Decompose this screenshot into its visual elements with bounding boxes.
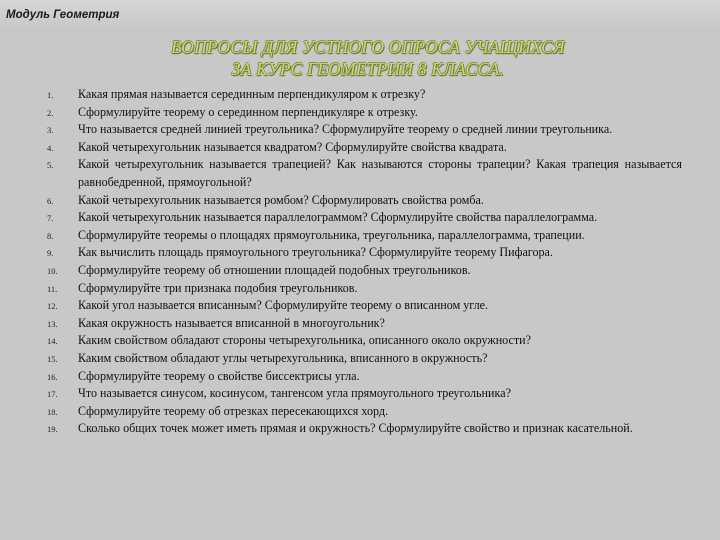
question-item	[0, 403, 720, 421]
question-item	[0, 192, 720, 210]
question-item	[0, 297, 720, 315]
question-text: Какой четырехугольник называется трапецией? Как называются стороны трапеции? Какая трапеция называется равнобедренной, прямоугольной?	[78, 157, 682, 189]
question-number: 16.	[47, 371, 58, 382]
question-text: Сформулируйте теорему о свойстве биссектрисы угла.	[78, 368, 360, 383]
question-text: Сформулируйте теоремы о площадях прямоугольника, треугольника, параллелограмма, трапеции.	[78, 227, 585, 242]
question-item	[0, 350, 720, 368]
question-text: Что называется средней линией треугольника? Сформулируйте теорему о средней линии треугольника.	[78, 122, 613, 137]
question-item	[0, 420, 720, 438]
question-text: Сформулируйте теорему об отношении площадей подобных треугольников.	[78, 262, 471, 277]
question-number: 17.	[47, 389, 58, 400]
title-line-2: ЗА КУРС ГЕОМЕТРИИ 8 КЛАССА.	[231, 59, 505, 79]
question-text: Сформулируйте три признака подобия треугольников.	[78, 280, 358, 295]
question-item	[0, 121, 720, 139]
question-item	[0, 209, 720, 227]
question-item	[0, 139, 720, 157]
question-number: 19.	[47, 424, 58, 435]
question-item	[0, 86, 720, 104]
question-text: Какой четырехугольник называется параллелограммом? Сформулируйте свойства параллелограмма.	[78, 210, 598, 225]
question-number: 14.	[47, 336, 58, 347]
question-item	[0, 368, 720, 386]
question-number: 8.	[47, 230, 54, 241]
question-text: Какой угол называется вписанным? Сформулируйте теорему о вписанном угле.	[78, 298, 489, 313]
question-text: Какой четырехугольник называется ромбом? Сформулировать свойства ромба.	[78, 192, 484, 207]
question-item	[0, 262, 720, 280]
question-number: 12.	[47, 301, 58, 312]
question-text: Каким свойством обладают углы четырехугольника, вписанного в окружность?	[78, 350, 488, 365]
questions-list	[0, 86, 720, 438]
question-item	[0, 315, 720, 333]
question-number: 10.	[47, 265, 58, 276]
question-number: 7.	[47, 213, 54, 224]
question-number: 15.	[47, 353, 58, 364]
question-number: 1.	[47, 90, 54, 100]
question-item	[0, 227, 720, 245]
question-text: Какая окружность называется вписанной в многоугольник?	[78, 315, 385, 330]
question-item	[0, 104, 720, 122]
module-label: Модуль Геометрия	[6, 9, 120, 21]
title-line-1: ВОПРОСЫ ДЛЯ УСТНОГО ОПРОСА УЧАЩИХСЯ	[171, 37, 565, 57]
question-text: Какая прямая называется серединным перпендикуляром к отрезку?	[78, 87, 426, 101]
question-item	[0, 385, 720, 403]
question-text: Как вычислить площадь прямоугольного треугольника? Сформулируйте теорему Пифагора.	[78, 245, 553, 260]
question-number: 6.	[47, 195, 54, 206]
question-number: 2.	[47, 107, 54, 118]
question-text: Каким свойством обладают стороны четырехугольника, описанного около окружности?	[78, 333, 532, 348]
question-item	[0, 280, 720, 298]
question-number: 5.	[47, 160, 54, 171]
question-text: Сформулируйте теорему об отрезках пересекающихся хорд.	[78, 403, 389, 418]
question-text: Что называется синусом, косинусом, тангенсом угла прямоугольного треугольника?	[78, 386, 511, 401]
question-number: 18.	[47, 406, 58, 417]
question-number: 13.	[47, 318, 58, 329]
question-item	[0, 156, 720, 191]
page-title	[0, 36, 720, 80]
question-number: 3.	[47, 125, 54, 136]
question-item	[0, 332, 720, 350]
question-item	[0, 244, 720, 262]
question-text: Сколько общих точек может иметь прямая и окружность? Сформулируйте свойство и признак касательной.	[78, 421, 633, 436]
question-number: 11.	[47, 283, 58, 294]
question-number: 9.	[47, 248, 54, 259]
question-number: 4.	[47, 142, 54, 153]
question-text: Какой четырехугольник называется квадратом? Сформулируйте свойства квадрата.	[78, 139, 507, 154]
header-band	[0, 0, 720, 30]
question-text: Сформулируйте теорему о серединном перпендикуляре к отрезку.	[78, 104, 418, 119]
